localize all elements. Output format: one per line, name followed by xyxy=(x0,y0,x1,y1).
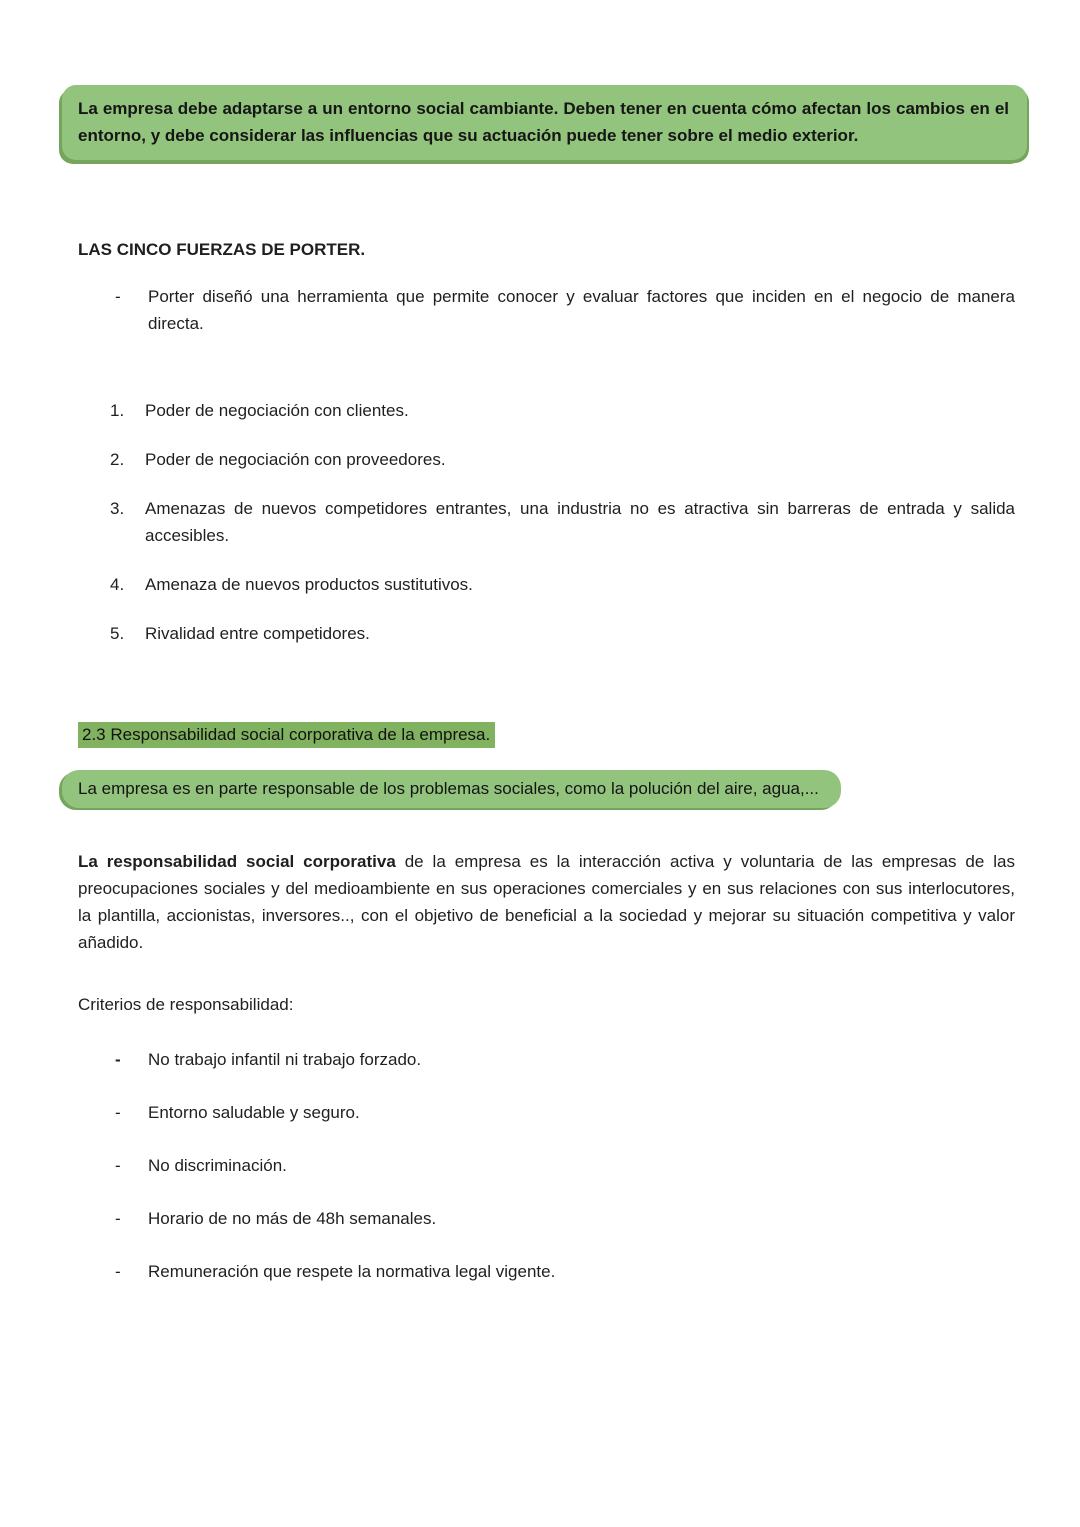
list-number: 2. xyxy=(110,450,125,469)
criteria-bullet-list xyxy=(62,1046,1027,1285)
list-item-text: No discriminación. xyxy=(148,1156,287,1175)
rsc-section-heading xyxy=(78,721,1015,748)
list-item-text: Remuneración que respete la normativa legal vigente. xyxy=(148,1262,556,1281)
porter-intro-text: Porter diseñó una herramienta que permite conocer y evaluar factores que inciden en el negocio de manera directa. xyxy=(148,287,1015,333)
list-item-text: Rivalidad entre competidores. xyxy=(145,624,370,643)
criteria-list-item xyxy=(115,1258,1015,1285)
list-item-text: Amenazas de nuevos competidores entrantes, una industria no es atractiva sin barreras de entrada y salida accesibles. xyxy=(145,499,1015,545)
list-number: 3. xyxy=(110,499,125,518)
bullet-dash-marker: - xyxy=(115,1209,121,1228)
criteria-list-item xyxy=(115,1152,1015,1179)
porter-numbered-list xyxy=(62,397,1027,647)
bullet-dash-marker: - xyxy=(115,287,121,306)
rsc-definition-body: de la empresa es la interacción activa y voluntaria de las empresas de las preocupaciones sociales y del medioambiente en sus operaciones comerciales y en sus relaciones con sus interlocutores, la plantilla, accionistas, inversores.., con el objetivo de beneficial a la sociedad y mejorar su situación competitiva y valor añadido. xyxy=(78,852,1015,952)
rsc-definition-paragraph xyxy=(78,848,1015,956)
porter-list-item xyxy=(110,620,1015,647)
porter-list-item xyxy=(110,495,1015,549)
rsc-definition-bold-lead: La responsabilidad social corporativa xyxy=(78,852,396,871)
bullet-dash-marker: - xyxy=(115,1103,121,1122)
bullet-dash-marker: - xyxy=(115,1050,121,1069)
porter-list-item xyxy=(110,397,1015,424)
porter-section-heading: LAS CINCO FUERZAS DE PORTER. xyxy=(78,240,366,259)
bullet-dash-marker: - xyxy=(115,1156,121,1175)
criteria-list-item xyxy=(115,1046,1015,1073)
porter-list-item xyxy=(110,571,1015,598)
rsc-section-heading-text: 2.3 Responsabilidad social corporativa de la empresa. xyxy=(78,722,495,748)
bullet-dash-marker: - xyxy=(115,1262,121,1281)
intro-highlight-box xyxy=(62,85,1027,160)
list-item-text: Poder de negociación con clientes. xyxy=(145,401,409,420)
list-item-text: No trabajo infantil ni trabajo forzado. xyxy=(148,1050,422,1069)
criteria-list-item xyxy=(115,1205,1015,1232)
list-item-text: Entorno saludable y seguro. xyxy=(148,1103,360,1122)
criteria-label: Criterios de responsabilidad: xyxy=(78,995,294,1014)
rsc-highlight-bar-text: La empresa es en parte responsable de los problemas sociales, como la polución del aire, agua,... xyxy=(78,779,819,798)
list-item-text: Horario de no más de 48h semanales. xyxy=(148,1209,437,1228)
list-number: 4. xyxy=(110,575,125,594)
list-number: 5. xyxy=(110,624,125,643)
porter-intro-bullet xyxy=(115,283,1015,337)
list-number: 1. xyxy=(110,401,125,420)
rsc-highlight-bar xyxy=(62,770,841,808)
intro-box-text: La empresa debe adaptarse a un entorno social cambiante. Deben tener en cuenta cómo afectan los cambios en el entorno, y debe considerar las influencias que su actuación puede tener sobre el medio exterior. xyxy=(78,99,1009,145)
criteria-list-item xyxy=(115,1099,1015,1126)
porter-list-item xyxy=(110,446,1015,473)
list-item-text: Poder de negociación con proveedores. xyxy=(145,450,446,469)
list-item-text: Amenaza de nuevos productos sustitutivos. xyxy=(145,575,473,594)
